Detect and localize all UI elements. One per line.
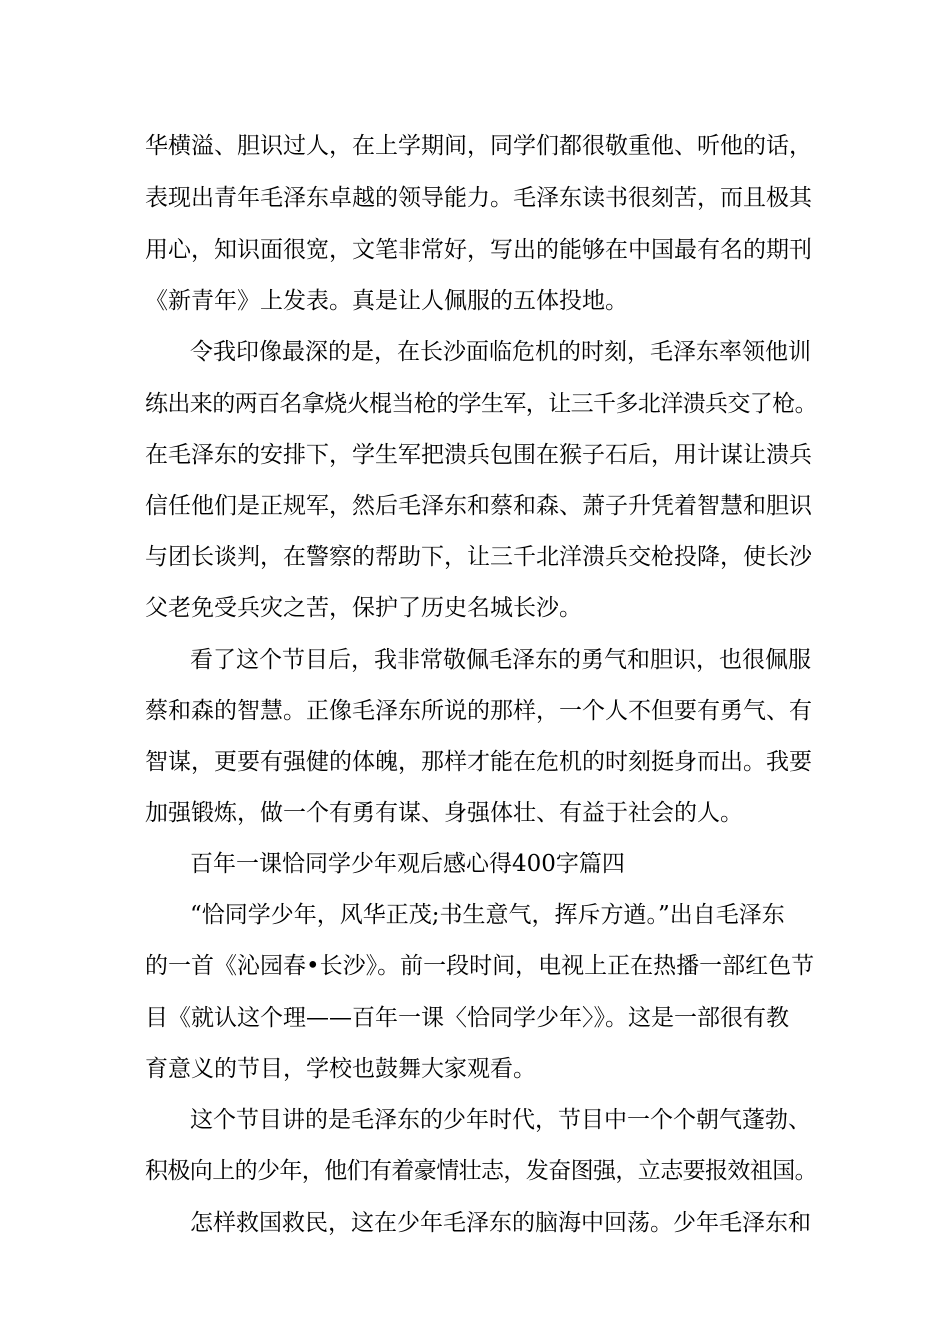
paragraph-first-line: 这个节目讲的是毛泽东的少年时代，节目中一个个朝气蓬勃、 bbox=[190, 1107, 811, 1133]
paragraph-first-line: “恰同学少年，风华正茂;书生意气，挥斥方遒。”出自毛泽东 bbox=[190, 902, 785, 928]
paragraph-first-line: 令我印像最深的是，在长沙面临危机的时刻，毛泽东率领他训 bbox=[190, 339, 811, 365]
text-line: 在毛泽东的安排下，学生军把溃兵包围在猴子石后，用计谋让溃兵 bbox=[145, 442, 812, 468]
text-line: 积极向上的少年，他们有着豪情壮志，发奋图强，立志要报效祖国。 bbox=[145, 1158, 818, 1184]
text-line: 与团长谈判，在警察的帮助下，让三千北洋溃兵交枪投降，使长沙 bbox=[145, 544, 812, 570]
text-line: 用心，知识面很宽，文笔非常好，写出的能够在中国最有名的期刊 bbox=[145, 237, 812, 263]
text-line: 育意义的节目，学校也鼓舞大家观看。 bbox=[145, 1056, 536, 1082]
text-line: 信任他们是正规军，然后毛泽东和蔡和森、萧子升凭着智慧和胆识 bbox=[145, 493, 812, 519]
text-line: 表现出青年毛泽东卓越的领导能力。毛泽东读书很刻苦，而且极其 bbox=[145, 185, 812, 211]
text-line: 加强锻炼，做一个有勇有谋、身强体壮、有益于社会的人。 bbox=[145, 800, 743, 826]
text-line: 《新青年》上发表。真是让人佩服的五体投地。 bbox=[145, 288, 628, 314]
text-line: 目《就认这个理——百年一课〈恰同学少年〉》。这是一部很有教 bbox=[145, 1005, 789, 1031]
text-line: 父老免受兵灾之苦，保护了历史名城长沙。 bbox=[145, 595, 582, 621]
text-line: 智谋，更要有强健的体魄，那样才能在危机的时刻挺身而出。我要 bbox=[145, 749, 812, 775]
text-line: 练出来的两百名拿烧火棍当枪的学生军，让三千多北洋溃兵交了枪。 bbox=[145, 391, 818, 417]
section-heading: 百年一课恰同学少年观后感心得400字篇四 bbox=[190, 851, 625, 877]
text-line: 蔡和森的智慧。正像毛泽东所说的那样，一个人不但要有勇气、有 bbox=[145, 698, 812, 724]
paragraph-first-line: 怎样救国救民，这在少年毛泽东的脑海中回荡。少年毛泽东和 bbox=[190, 1210, 811, 1236]
text-line: 的一首《沁园春•长沙》。前一段时间，电视上正在热播一部红色节 bbox=[145, 953, 815, 979]
paragraph-first-line: 看了这个节目后，我非常敬佩毛泽东的勇气和胆识，也很佩服 bbox=[190, 647, 811, 673]
text-line: 华横溢、胆识过人，在上学期间，同学们都很敬重他、听他的话， bbox=[145, 133, 812, 159]
